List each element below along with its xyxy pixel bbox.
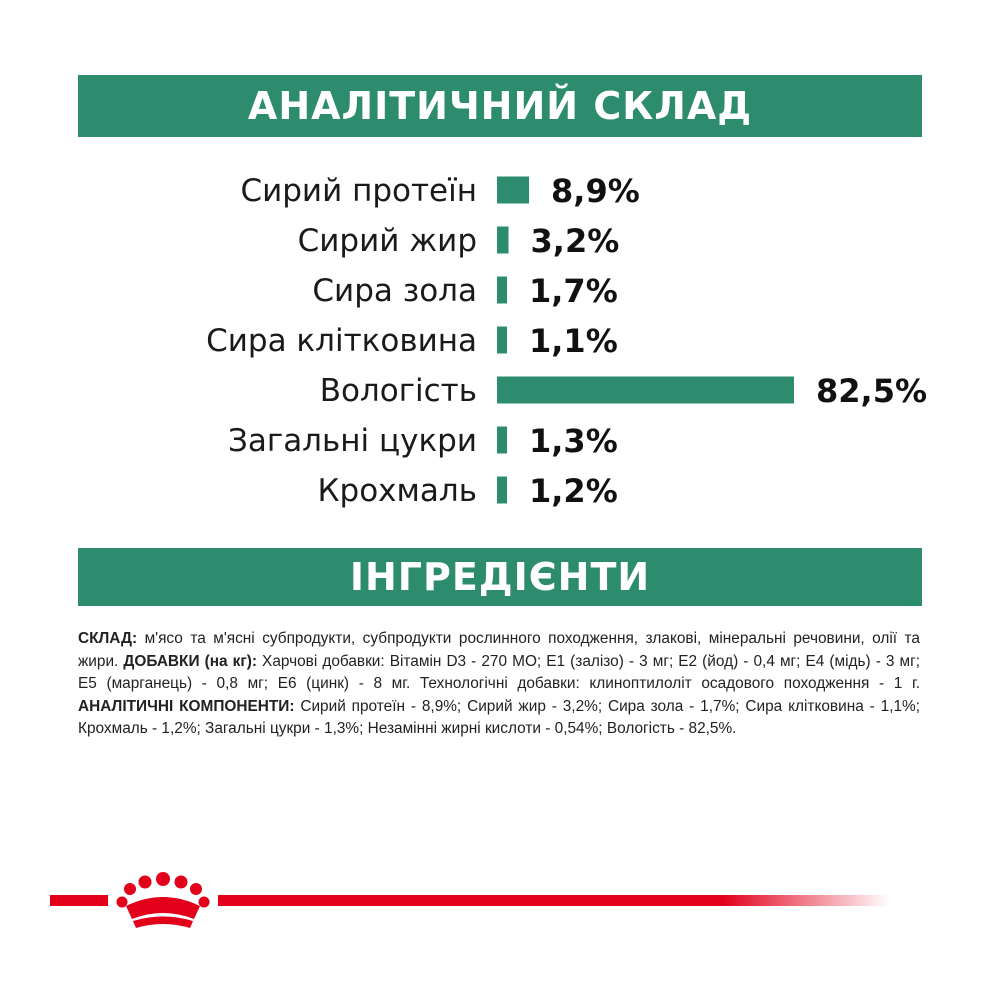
- analytics-header-title: АНАЛІТИЧНИЙ СКЛАД: [247, 84, 753, 128]
- ingredients-header-title: ІНГРЕДІЄНТИ: [349, 555, 651, 599]
- bar: [497, 277, 507, 304]
- value-label: 1,1%: [529, 322, 618, 360]
- bar: [497, 177, 529, 204]
- value-label: 8,9%: [551, 172, 640, 210]
- analytics-bar-chart: [0, 160, 1000, 530]
- brand-footer: [0, 862, 1000, 952]
- footer-line-left: [50, 895, 108, 906]
- additives-label: ДОБАВКИ (на кг):: [123, 652, 257, 670]
- category-label: Сирий протеїн: [240, 173, 477, 209]
- bar: [497, 227, 509, 254]
- bar: [497, 327, 507, 354]
- category-label: Сира зола: [312, 273, 477, 309]
- category-label: Сирий жир: [297, 223, 477, 259]
- analytics-header: [78, 75, 922, 137]
- bar: [497, 427, 507, 454]
- crown-logo-icon: [117, 872, 210, 928]
- additives-body: Харчові добавки: Вітамін D3 - 270 МО; Е1 (залізо) - 3 мг; Е2 (йод) - 0,4 мг; Е4 (мідь) - 3 мг; Е5 (марганець) - 0,8 мг; Е6 (цинк) - 8 мг. Технологічні добавки: клиноптилоліт осадового походження - 1 г.: [78, 652, 920, 693]
- category-label: Загальні цукри: [228, 423, 477, 459]
- category-label: Вологість: [319, 373, 477, 409]
- composition-body: м'ясо та м'ясні субпродукти, субпродукти рослинного походження, злакові, мінеральні речовини, олії та жири.: [78, 630, 920, 670]
- composition-label: СКЛАД:: [78, 630, 138, 647]
- category-label: Сира клітковина: [206, 323, 477, 359]
- ingredients-header: [78, 548, 922, 606]
- bar: [497, 377, 794, 404]
- analytical-components-body: Сирий протеїн - 8,9%; Сирий жир - 3,2%; Сира зола - 1,7%; Сира клітковина - 1,1%; Крохмаль - 1,2%; Загальні цукри - 1,3%; Незамінні жирні кислоти - 0,54%; Вологість - 82,5%.: [78, 697, 920, 738]
- analytical-components-label: АНАЛІТИЧНІ КОМПОНЕНТИ:: [78, 697, 295, 715]
- value-label: 1,7%: [529, 272, 618, 310]
- value-label: 3,2%: [530, 222, 620, 260]
- value-label: 1,2%: [529, 472, 618, 510]
- bar: [497, 477, 507, 504]
- category-label: Крохмаль: [317, 473, 477, 509]
- value-label: 82,5%: [816, 372, 928, 410]
- footer-line-right: [218, 895, 890, 906]
- composition-text: [78, 628, 920, 741]
- value-label: 1,3%: [529, 422, 618, 460]
